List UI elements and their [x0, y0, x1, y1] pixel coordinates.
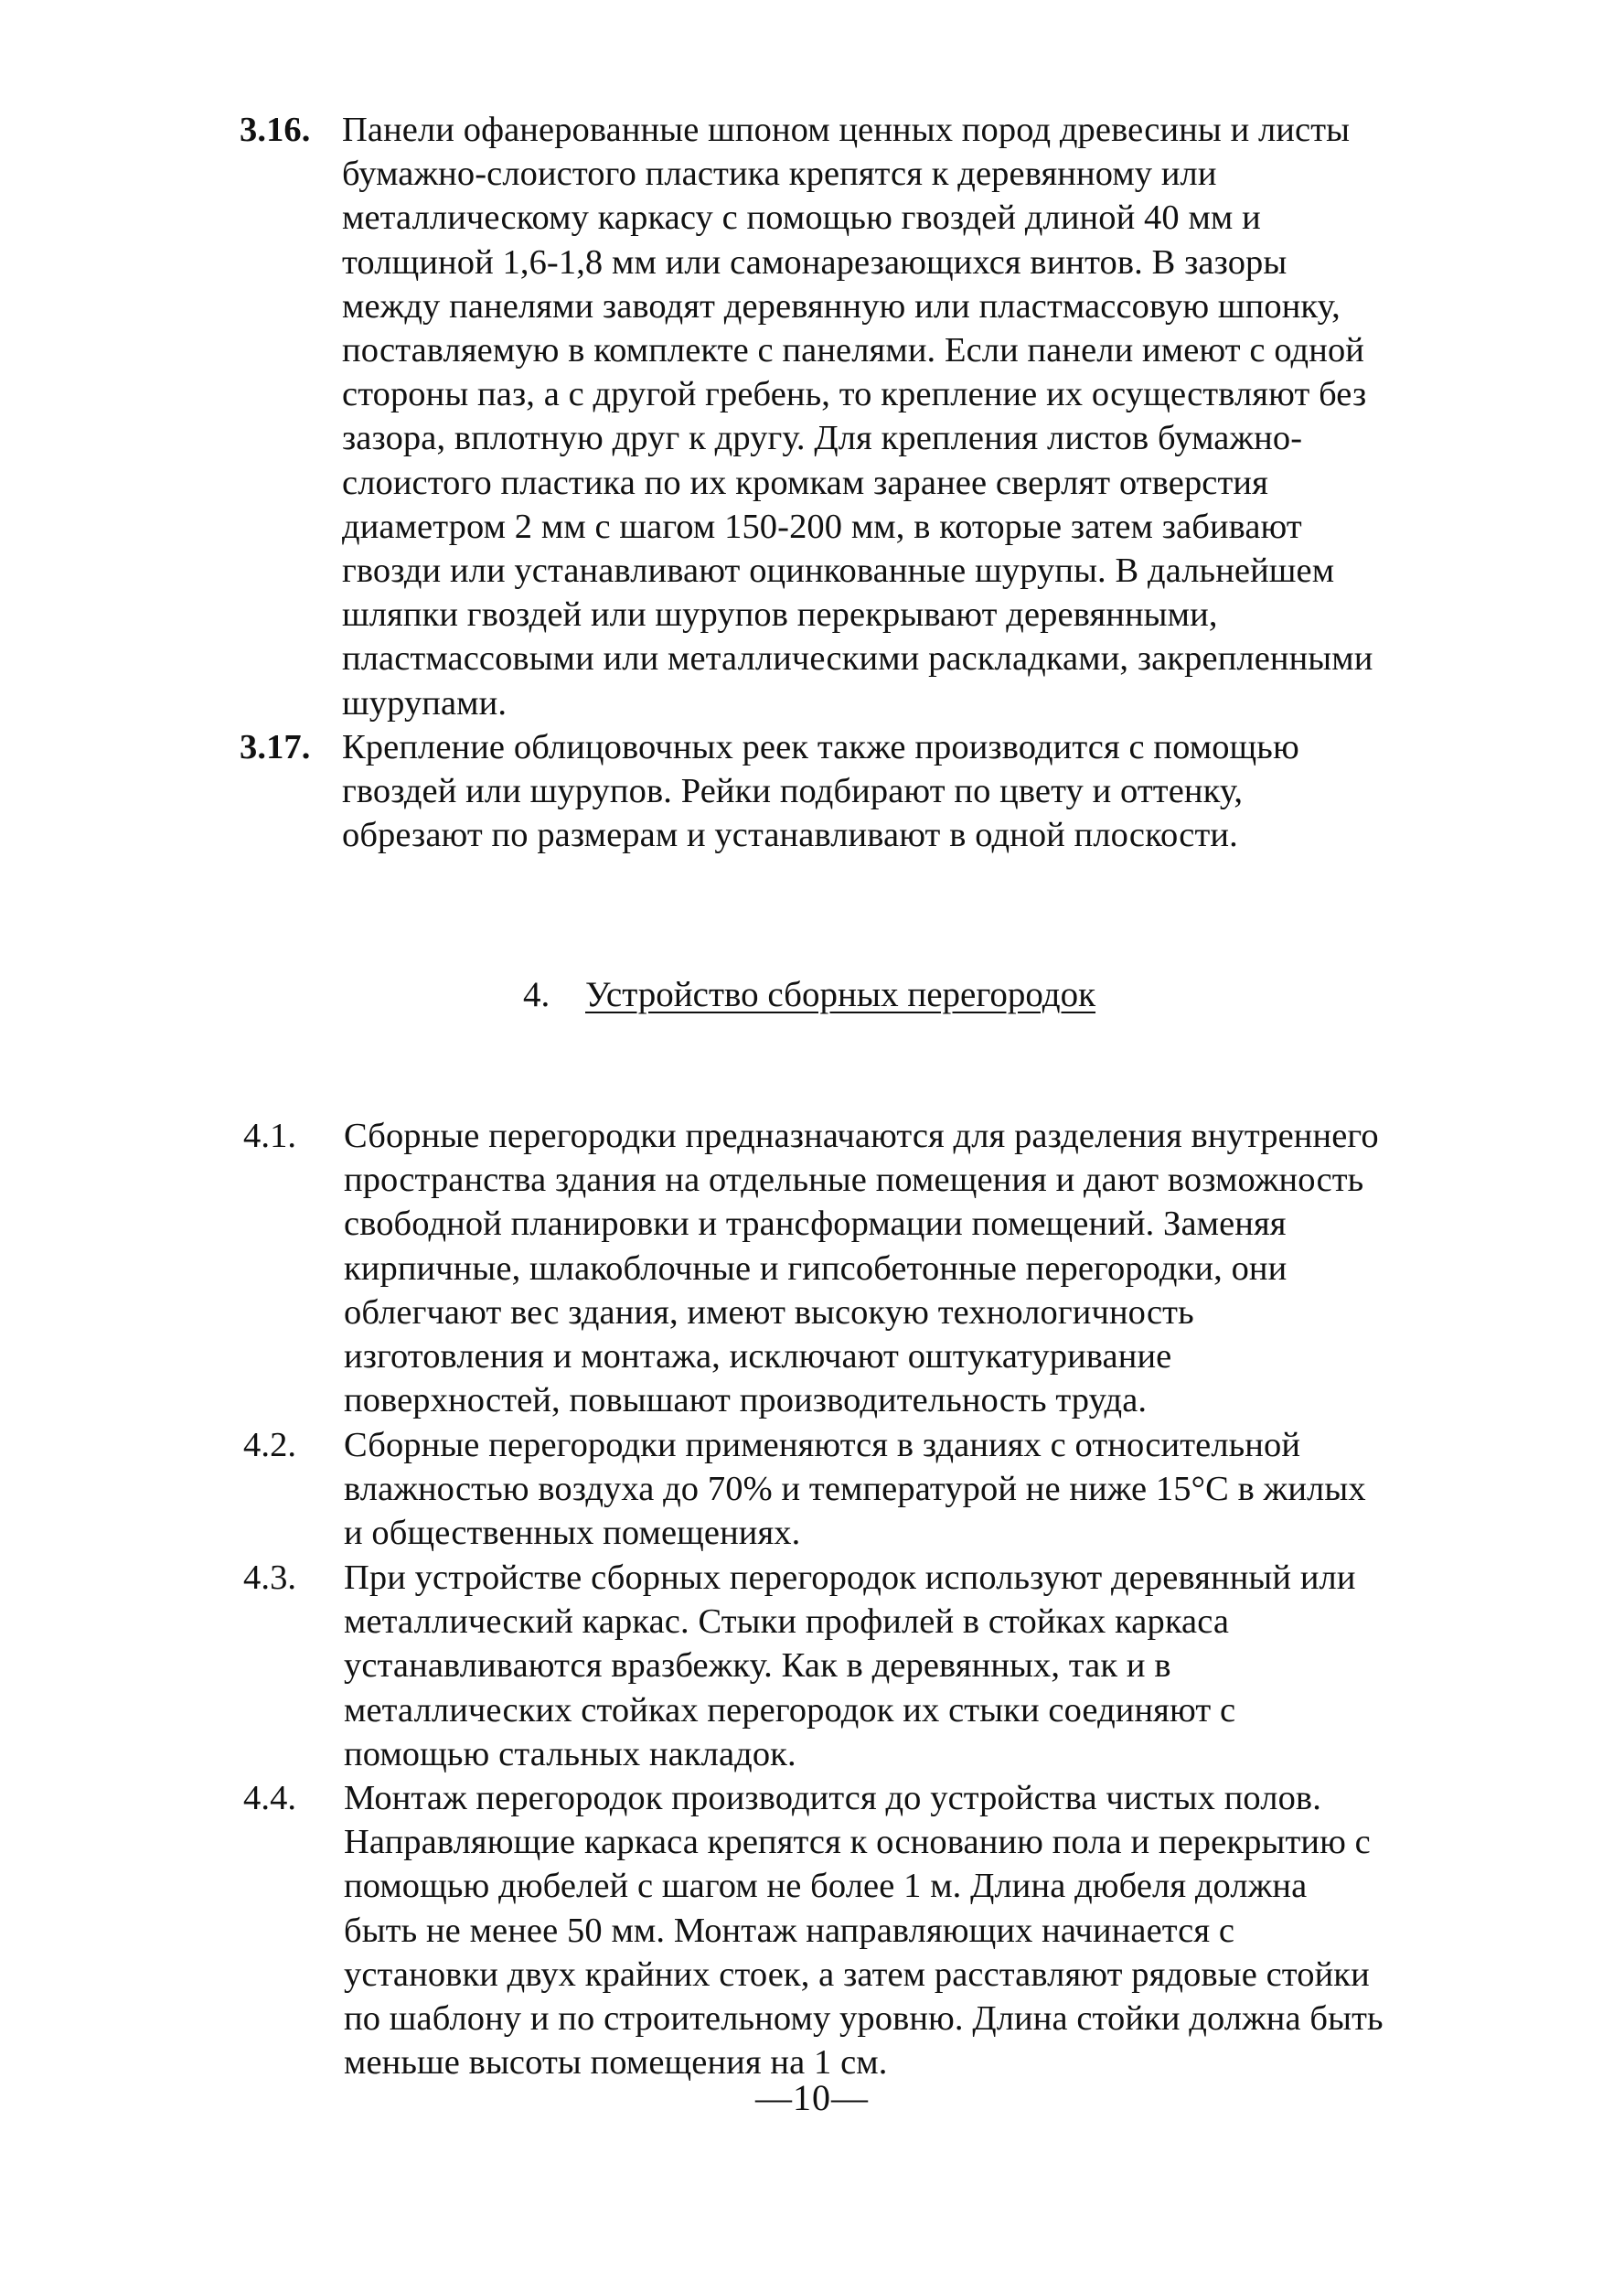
paragraph-body [344, 1423, 1366, 1556]
text-line: помощью стальных накладок. [344, 1734, 796, 1773]
text-line: металлическому каркасу с помощью гвоздей длиной 40 мм и [342, 198, 1261, 238]
text-line: установки двух крайних стоек, а затем расставляют рядовые стойки [344, 1955, 1370, 1994]
paragraph-number: 4.1. [243, 1117, 297, 1155]
paragraph-body [344, 1556, 1356, 1776]
text-line: поверхностей, повышают производительность труда. [344, 1381, 1148, 1420]
text-line: толщиной 1,6-1,8 мм или самонарезающихся винтов. В зазоры [342, 242, 1287, 282]
text-line: меньше высоты помещения на 1 см. [344, 2043, 888, 2083]
paragraph-number: 4.2. [243, 1426, 297, 1464]
text-line: металлический каркас. Стыки профилей в стойках каркаса [344, 1602, 1230, 1642]
text-line: и общественных помещениях. [344, 1514, 801, 1553]
section-heading [523, 973, 1095, 1017]
text-line: слоистого пластика по их кромкам заранее сверлят отверстия [342, 463, 1268, 502]
paragraph-body [342, 725, 1299, 858]
text-line: диаметром 2 мм с шагом 150-200 мм, в которые затем забивают [342, 507, 1302, 546]
text-line: Сборные перегородки предназначаются для разделения внутреннего [344, 1117, 1379, 1155]
text-line: шурупами. [342, 683, 508, 723]
text-line: облегчают вес здания, имеют высокую технологичность [344, 1292, 1194, 1332]
text-line: Направляющие каркаса крепятся к основанию пола и перекрытию с [344, 1823, 1371, 1862]
paragraph-body [344, 1114, 1379, 1422]
page-number: —10— [755, 2077, 869, 2118]
paragraph-body [344, 1776, 1384, 2084]
text-line: шляпки гвоздей или шурупов перекрывают деревянными, [342, 595, 1218, 635]
text-line: При устройстве сборных перегородок используют деревянный или [344, 1558, 1356, 1597]
section-title: Устройство сборных перегородок [585, 975, 1096, 1014]
text-line: гвозди или устанавливают оцинкованные шурупы. В дальнейшем [342, 552, 1335, 591]
paragraph-number: 3.17. [240, 728, 311, 766]
text-line: по шаблону и по строительному уровню. Длина стойки должна быть [344, 1999, 1384, 2039]
text-line: Крепление облицовочных реек также производится с помощью [342, 728, 1299, 766]
text-line: изготовления и монтажа, исключают оштукатуривание [344, 1337, 1172, 1376]
text-line: Сборные перегородки применяются в зданиях с относительной [344, 1426, 1301, 1464]
text-line: зазора, вплотную друг к другу. Для крепления листов бумажно- [342, 419, 1303, 458]
text-line: кирпичные, шлакоблочные и гипсобетонные перегородки, они [344, 1248, 1287, 1288]
text-line: пространства здания на отдельные помещения и дают возможность [344, 1161, 1364, 1200]
text-line: бумажно-слоистого пластика крепятся к деревянному или [342, 155, 1217, 194]
text-line: быть не менее 50 мм. Монтаж направляющих начинается с [344, 1911, 1235, 1950]
text-line: металлических стойках перегородок их стыки соединяют с [344, 1690, 1236, 1730]
text-line: устанавливаются вразбежку. Как в деревянных, так и в [344, 1646, 1171, 1686]
paragraph-number: 3.16. [240, 111, 311, 149]
text-line: пластмассовыми или металлическими раскладками, закрепленными [342, 639, 1373, 679]
text-line: между панелями заводят деревянную или пластмассовую шпонку, [342, 286, 1341, 326]
paragraph-body [342, 108, 1373, 725]
text-line: обрезают по размерам и устанавливают в одной плоскости. [342, 816, 1238, 855]
text-line: стороны паз, а с другой гребень, то крепление их осуществляют без [342, 375, 1367, 414]
paragraph-number: 4.4. [243, 1779, 297, 1817]
section-number: 4. [523, 975, 550, 1014]
text-line: влажностью воздуха до 70% и температурой не ниже 15°С в жилых [344, 1470, 1366, 1509]
paragraph-number: 4.3. [243, 1558, 297, 1597]
text-line: Панели офанерованные шпоном ценных пород древесины и листы [342, 111, 1351, 149]
text-line: Монтаж перегородок производится до устройства чистых полов. [344, 1779, 1321, 1817]
text-line: поставляемую в комплекте с панелями. Если панели имеют с одной [342, 331, 1364, 370]
text-line: помощью дюбелей с шагом не более 1 м. Длина дюбеля должна [344, 1867, 1308, 1906]
text-line: свободной планировки и трансформации помещений. Заменяя [344, 1205, 1287, 1244]
text-line: гвоздей или шурупов. Рейки подбирают по цвету и оттенку, [342, 772, 1244, 811]
